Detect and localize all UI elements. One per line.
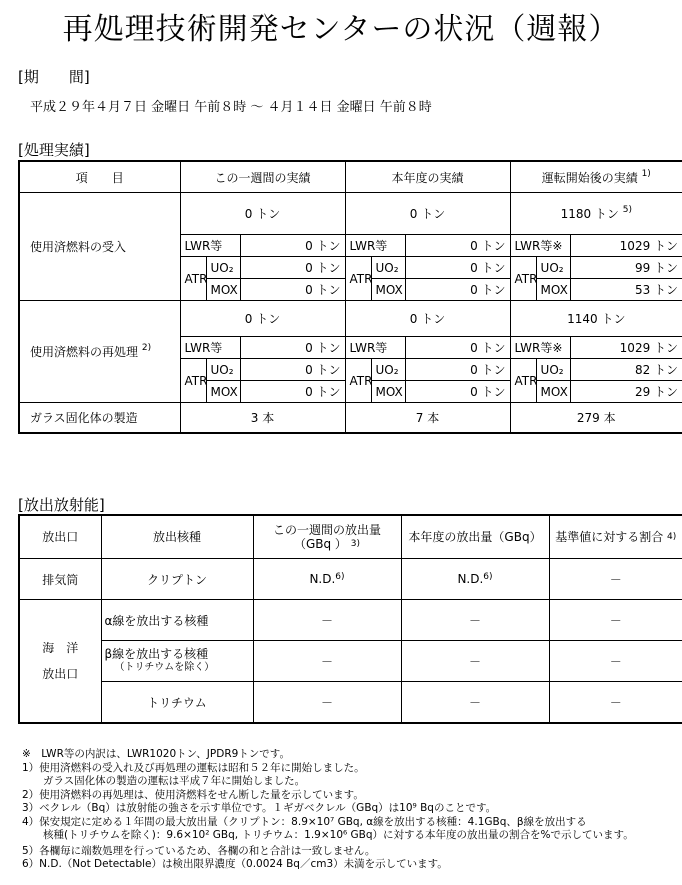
- footnote: 4）保安規定に定める１年間の最大放出量（クリプトン：8.9×10⁷ GBq, α線を放出する核種：4.1GBq、β線を放出する: [22, 815, 587, 828]
- footnote: 3）ベクレル（Bq）は放射能の強さを示す単位です。１ギガベクレル（GBq）は10⁹ Bqのことです。: [22, 802, 497, 814]
- uo2-label: UO₂: [371, 359, 405, 381]
- footnotes: [22, 748, 672, 872]
- footnote: 1）使用済燃料の受入れ及び再処理の運転は昭和５２年に開始しました。: [22, 761, 365, 774]
- stack-nuclide: クリプトン: [101, 559, 253, 600]
- footnote: 核種(トリチウムを除く)：9.6×10² GBq, トリチウム：1.9×10⁶ GBq）に対する本年度の放出量の割合を%で示しています。: [22, 829, 634, 841]
- page-title: 再処理技術開発センターの状況（週報）: [62, 12, 620, 47]
- glass-since: 279 本: [510, 403, 682, 433]
- receipt-since-uo2: 99 トン: [570, 257, 682, 279]
- alpha-year: －: [401, 600, 549, 641]
- reprocess-week-total: 0 トン: [180, 301, 345, 337]
- receipt-since-mox: 53 トン: [570, 279, 682, 301]
- atr-label: ATR: [345, 257, 371, 301]
- receipt-week-total: 0 トン: [180, 193, 345, 235]
- tritium-nuclide: トリチウム: [101, 682, 253, 724]
- atr-label: ATR: [180, 257, 206, 301]
- lwr-label: LWR等: [180, 337, 240, 359]
- beta-nuclide: β線を放出する核種 （トリチウムを除く）: [101, 641, 253, 682]
- uo2-label: UO₂: [536, 257, 570, 279]
- header-year-release: 本年度の放出量（GBq）: [401, 515, 549, 559]
- alpha-nuclide: α線を放出する核種: [101, 600, 253, 641]
- release-table: [18, 514, 682, 724]
- beta-ratio: －: [549, 641, 682, 682]
- lwr-label: LWR等: [345, 235, 405, 257]
- release-heading: [放出放射能]: [18, 496, 105, 514]
- header-week: この一週間の実績: [180, 161, 345, 193]
- reprocess-week-uo2: 0 トン: [240, 359, 345, 381]
- receipt-year-mox: 0 トン: [405, 279, 510, 301]
- footnote: 2）使用済燃料の再処理は、使用済燃料をせん断した量を示しています。: [22, 788, 364, 801]
- receipt-week-mox: 0 トン: [240, 279, 345, 301]
- tritium-ratio: －: [549, 682, 682, 724]
- footnote: 5）各欄毎に端数処理を行っているため、各欄の和と合計は一致しません。: [22, 844, 376, 857]
- tritium-year: －: [401, 682, 549, 724]
- stack-week: N.D.$^{6)}$: [253, 559, 401, 600]
- alpha-ratio: －: [549, 600, 682, 641]
- mox-label: MOX: [206, 381, 240, 403]
- reprocess-since-lwr: 1029 トン: [570, 337, 682, 359]
- stack-year: N.D.$^{6)}$: [401, 559, 549, 600]
- uo2-label: UO₂: [206, 359, 240, 381]
- stack-outlet: 排気筒: [19, 559, 101, 600]
- receipt-week-lwr: 0 トン: [240, 235, 345, 257]
- reprocess-week-mox: 0 トン: [240, 381, 345, 403]
- reprocess-since-mox: 29 トン: [570, 381, 682, 403]
- uo2-label: UO₂: [206, 257, 240, 279]
- uo2-label: UO₂: [371, 257, 405, 279]
- header-ratio: 基準値に対する割合 $^{4)}$: [549, 515, 682, 559]
- stack-ratio: －: [549, 559, 682, 600]
- header-nuclide: 放出核種: [101, 515, 253, 559]
- receipt-year-uo2: 0 トン: [405, 257, 510, 279]
- glass-week: 3 本: [180, 403, 345, 433]
- footnote: 6）N.D.（Not Detectable）は検出限界濃度（0.0024 Bq／cm3）未満を示しています。: [22, 858, 448, 870]
- reprocess-year-uo2: 0 トン: [405, 359, 510, 381]
- reprocess-week-lwr: 0 トン: [240, 337, 345, 359]
- mox-label: MOX: [536, 279, 570, 301]
- reprocess-since-uo2: 82 トン: [570, 359, 682, 381]
- header-year: 本年度の実績: [345, 161, 510, 193]
- reprocess-since-total: 1140 トン: [510, 301, 682, 337]
- lwr-label: LWR等※: [510, 235, 570, 257]
- uo2-label: UO₂: [536, 359, 570, 381]
- receipt-since-total: 1180 トン $^{5)}$: [510, 193, 682, 235]
- receipt-year-lwr: 0 トン: [405, 235, 510, 257]
- reprocess-label: 使用済燃料の再処理 $^{2)}$: [19, 301, 180, 403]
- receipt-since-lwr: 1029 トン: [570, 235, 682, 257]
- mox-label: MOX: [536, 381, 570, 403]
- header-outlet: 放出口: [19, 515, 101, 559]
- lwr-label: LWR等※: [510, 337, 570, 359]
- receipt-label: 使用済燃料の受入: [19, 193, 180, 301]
- beta-week: －: [253, 641, 401, 682]
- mox-label: MOX: [371, 381, 405, 403]
- glass-year: 7 本: [345, 403, 510, 433]
- alpha-week: －: [253, 600, 401, 641]
- header-item: 項 目: [19, 161, 180, 193]
- beta-year: －: [401, 641, 549, 682]
- footnote: ガラス固化体の製造の運転は平成７年に開始しました。: [22, 775, 306, 787]
- atr-label: ATR: [180, 359, 206, 403]
- reprocess-year-total: 0 トン: [345, 301, 510, 337]
- header-since: 運転開始後の実績 $^{1)}$: [510, 161, 682, 193]
- mox-label: MOX: [371, 279, 405, 301]
- atr-label: ATR: [510, 257, 536, 301]
- atr-label: ATR: [345, 359, 371, 403]
- reprocess-year-lwr: 0 トン: [405, 337, 510, 359]
- ocean-outlet: 海 洋 放出口: [19, 600, 101, 724]
- tritium-week: －: [253, 682, 401, 724]
- atr-label: ATR: [510, 359, 536, 403]
- lwr-label: LWR等: [180, 235, 240, 257]
- reprocess-year-mox: 0 トン: [405, 381, 510, 403]
- footnote: ※ LWR等の内訳は、LWR1020トン、JPDR9トンです。: [22, 748, 290, 760]
- receipt-week-uo2: 0 トン: [240, 257, 345, 279]
- lwr-label: LWR等: [345, 337, 405, 359]
- mox-label: MOX: [206, 279, 240, 301]
- processing-table: [18, 160, 682, 434]
- glass-label: ガラス固化体の製造: [19, 403, 180, 433]
- processing-heading: [処理実績]: [18, 141, 90, 159]
- period-heading: [期 間]: [18, 68, 90, 86]
- receipt-year-total: 0 トン: [345, 193, 510, 235]
- header-week-release: この一週間の放出量（GBq ） $^{3)}$: [253, 515, 401, 559]
- period-text: 平成２９年４月７日 金曜日 午前８時 ～ ４月１４日 金曜日 午前８時: [30, 100, 432, 115]
